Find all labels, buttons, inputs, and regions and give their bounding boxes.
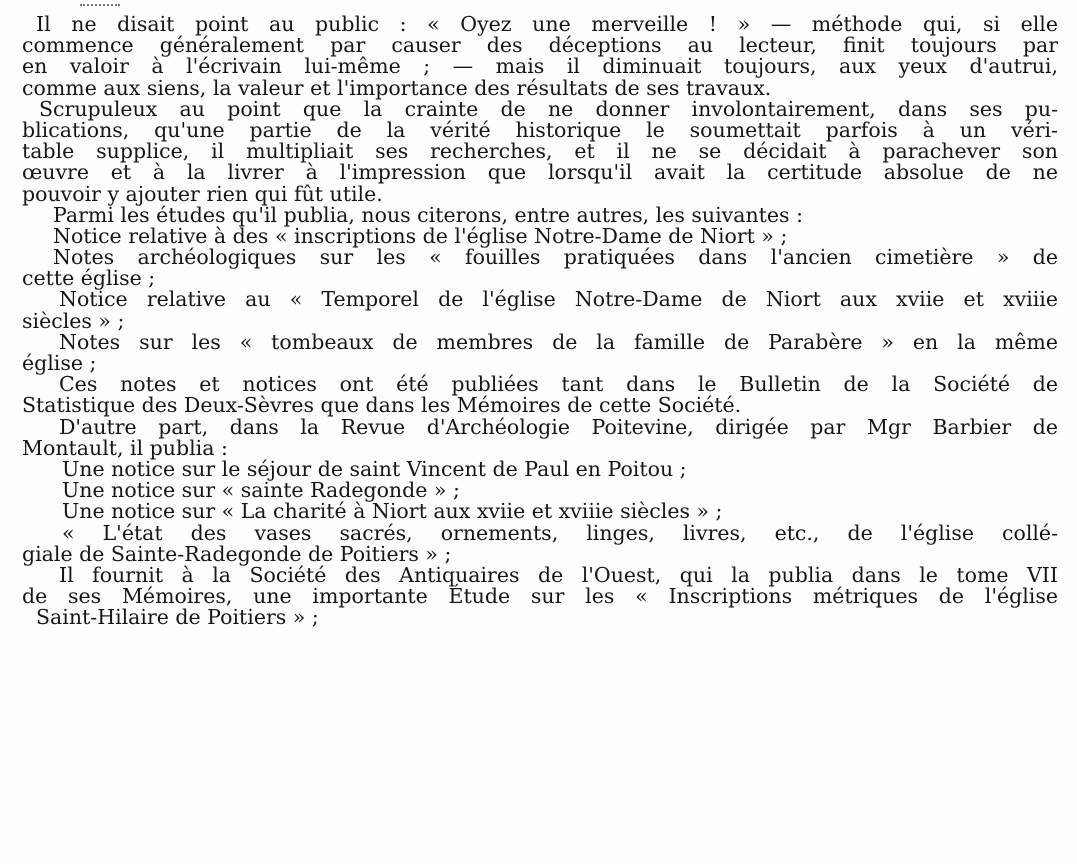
body-text <box>22 14 1058 628</box>
text-line: comme aux siens, la valeur et l'importance des résultats de ses travaux. <box>22 75 772 100</box>
text-line: pouvoir y ajouter rien qui fût utile. <box>22 181 383 206</box>
text-line: en valoir à l'écrivain lui-même ; — mais il diminuait toujours, aux yeux d'autrui, <box>22 54 1058 79</box>
text-line: Une notice sur « La charité à Niort aux xviie et xviiie siècles » ; <box>62 499 723 524</box>
text-line: D'autre part, dans la Revue d'Archéologie Poitevine, dirigée par Mgr Barbier de <box>59 414 1058 439</box>
text-line: siècles » ; <box>22 308 125 333</box>
text-line: Notice relative au « Temporel de l'église Notre-Dame de Niort aux xviie et xviiie <box>59 287 1058 312</box>
cropped-previous-line <box>80 0 120 6</box>
text-line: Montault, il publia : <box>22 435 228 460</box>
text-line: cette église ; <box>22 266 156 291</box>
text-line: table supplice, il multipliait ses recherches, et il ne se décidait à parachever son <box>22 139 1058 164</box>
text-line: commence généralement par causer des déceptions au lecteur, finit toujours par <box>22 33 1058 58</box>
text-line: Ces notes et notices ont été publiées tant dans le Bulletin de la Société de <box>59 372 1058 397</box>
text-line: Notes sur les « tombeaux de membres de la famille de Parabère » en la même <box>59 329 1058 354</box>
text-line: Il ne disait point au public : « Oyez une merveille ! » — méthode qui, si elle <box>36 12 1058 36</box>
text-line: Parmi les études qu'il publia, nous citerons, entre autres, les suivantes : <box>53 202 803 227</box>
text-line: Notice relative à des « inscriptions de l'église Notre-Dame de Niort » ; <box>53 223 788 248</box>
text-line: giale de Sainte-Radegonde de Poitiers » ; <box>22 541 452 566</box>
text-line: Scrupuleux au point que la crainte de ne donner involontairement, dans ses pu- <box>39 96 1058 121</box>
text-line: Une notice sur « sainte Radegonde » ; <box>62 478 460 503</box>
text-line: œuvre et à la livrer à l'impression que lorsqu'il avait la certitude absolue de ne <box>22 160 1058 185</box>
text-line: de ses Mémoires, une importante Étude sur les « Inscriptions métriques de l'église <box>22 584 1058 609</box>
text-line: Statistique des Deux-Sèvres que dans les Mémoires de cette Société. <box>22 393 742 418</box>
text-line: blications, qu'une partie de la vérité historique le soumettait parfois à un véri- <box>22 117 1058 142</box>
text-line: Saint-Hilaire de Poitiers » ; <box>36 605 319 630</box>
text-line: église ; <box>22 351 97 375</box>
text-line: « L'état des vases sacrés, ornements, linges, livres, etc., de l'église collé- <box>62 520 1058 545</box>
text-line: Il fournit à la Société des Antiquaires de l'Ouest, qui la publia dans le tome VII <box>59 562 1058 587</box>
text-line: Notes archéologiques sur les « fouilles pratiquées dans l'ancien cimetière » de <box>53 245 1058 270</box>
text-line: Une notice sur le séjour de saint Vincent de Paul en Poitou ; <box>62 456 687 481</box>
